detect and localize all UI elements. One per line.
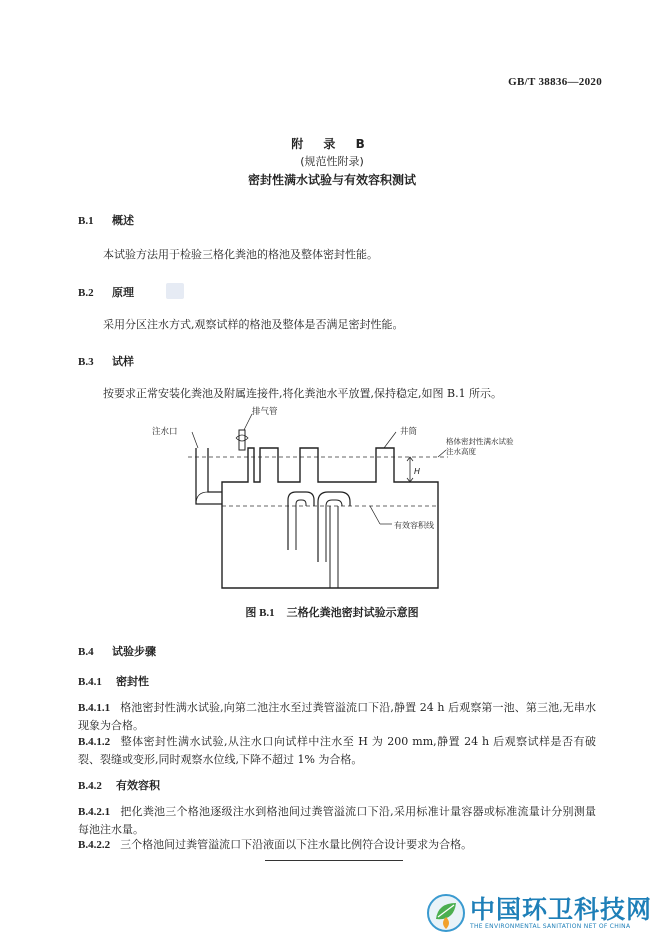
site-logo[interactable] (426, 893, 652, 933)
section-title: 试验步骤 (112, 645, 156, 658)
section-title: 有效容积 (116, 779, 160, 792)
paragraph-number: B.4.2.2 (78, 839, 111, 851)
paragraph-b411 (78, 699, 596, 734)
paragraph-number: B.4.1.1 (78, 702, 111, 714)
paragraph-b421 (78, 803, 596, 838)
section-b42-heading (78, 777, 160, 793)
section-b3-text: 按要求正常安装化粪池及附属连接件,将化粪池水平放置,保持稳定,如图 B.1 所示。 (103, 387, 503, 400)
section-b1-text: 本试验方法用于检验三格化粪池的格池及整体密封性能。 (103, 248, 378, 261)
transfer-pipe-1 (288, 492, 314, 550)
logo-title: 中国环卫科技网 (469, 894, 652, 924)
section-b1-heading (78, 212, 134, 228)
label-test-height-1: 格体密封性满水试验 (446, 437, 514, 446)
label-inlet: 注水口 (152, 427, 178, 437)
section-number: B.3 (78, 356, 94, 368)
end-rule (265, 860, 403, 861)
standard-number: GB/T 38836—2020 (508, 76, 602, 88)
label-vent: 排气管 (252, 407, 278, 417)
figure-number: 图 B.1 (245, 607, 275, 619)
label-test-height-2: 注水高度 (446, 447, 476, 456)
paragraph-b412 (78, 733, 596, 768)
paragraph-b422 (78, 836, 596, 854)
watermark-mark (166, 283, 184, 299)
section-number: B.2 (78, 287, 94, 299)
paragraph-text: 三个格池间过粪管溢流口下沿液面以下注水量比例符合设计要求为合格。 (120, 838, 473, 851)
section-b41-heading (78, 673, 149, 689)
section-number: B.1 (78, 215, 94, 227)
section-number: B.4.1 (78, 676, 102, 688)
leaf-globe-icon (426, 893, 466, 933)
section-b2-text: 采用分区注水方式,观察试样的格池及整体是否满足密封性能。 (103, 318, 404, 331)
vent-pipe (239, 430, 245, 450)
paragraph-text: 格池密封性满水试验,向第二池注水至过粪管溢流口下沿,静置 24 h 后观察第一池、第三池,无串水现象为合格。 (78, 701, 596, 732)
label-effective-line: 有效容积线 (394, 521, 434, 530)
label-dimension-h: H (414, 467, 421, 476)
inlet-pipe (196, 448, 222, 504)
appendix-normative: (规范性附录) (300, 155, 364, 168)
section-b2-heading (78, 284, 134, 300)
section-b4-heading (78, 643, 156, 659)
section-b3-heading (78, 353, 134, 369)
section-number: B.4.2 (78, 780, 102, 792)
paragraph-number: B.4.2.1 (78, 806, 111, 818)
paragraph-text: 整体密封性满水试验,从注水口向试样中注水至 H 为 200 mm,静置 24 h 后观察试样是否有破裂、裂缝或变形,同时观察水位线,下降不超过 1% 为合格。 (78, 735, 596, 766)
section-title: 概述 (112, 214, 134, 227)
paragraph-text: 把化粪池三个格池逐级注水到格池间过粪管溢流口下沿,采用标准计量容器或标准流量计分别测量每池注水量。 (78, 805, 596, 836)
figure-caption-text: 三格化粪池密封试验示意图 (286, 606, 419, 619)
appendix-subtitle: 密封性满水试验与有效容积测试 (247, 173, 416, 187)
figure-caption (0, 604, 664, 620)
transfer-pipe-2 (318, 492, 350, 562)
label-shaft: 井筒 (400, 427, 418, 437)
section-title: 原理 (112, 286, 134, 299)
logo-subtitle: THE ENVIRONMENTAL SANITATION NET OF CHINA (469, 922, 631, 930)
section-title: 密封性 (116, 675, 149, 688)
section-number: B.4 (78, 646, 94, 658)
section-title: 试样 (112, 355, 134, 368)
septic-tank-diagram (140, 400, 560, 600)
paragraph-number: B.4.1.2 (78, 736, 111, 748)
appendix-title: 附 录 B (291, 137, 373, 151)
